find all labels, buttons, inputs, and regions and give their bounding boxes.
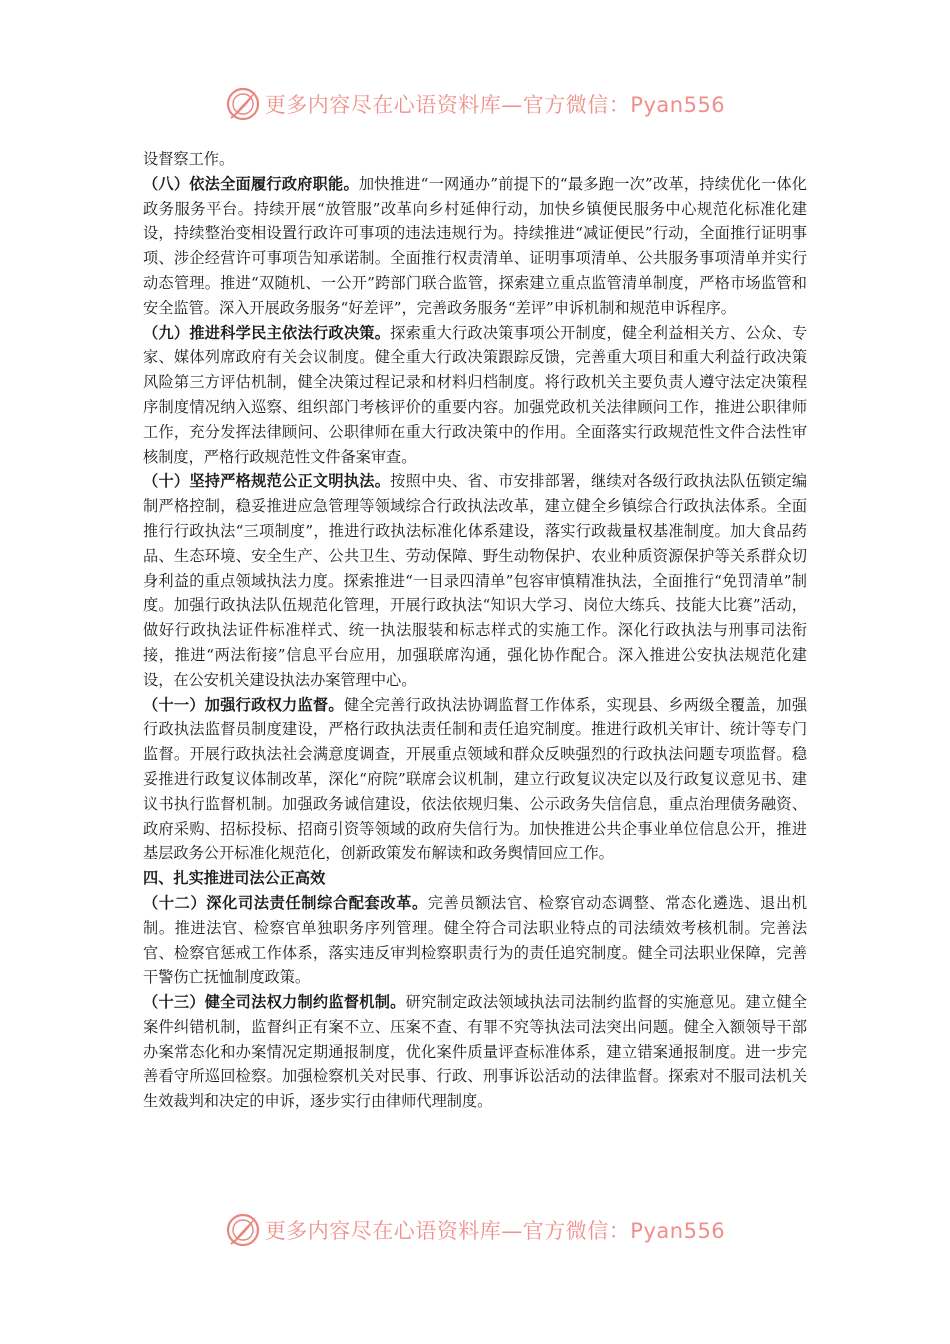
paragraph: （九）推进科学民主依法行政决策。探索重大行政决策事项公开制度，健全利益相关方、公众、专家、媒体列席政府有关会议制度。健全重大行政决策跟踪反馈，完善重大项目和重大利益行政决策风险第三方评估机制，健全决策过程记录和材料归档制度。将行政机关主要负责人遵守法定决策程序制度情况纳入巡察、组织部门考核评价的重要内容。加强党政机关法律顾问工作，推进公职律师工作，充分发挥法律顾问、公职律师在重大行政决策中的作用。全面落实行政规范性文件合法性审核制度，严格行政规范性文件备案审查。: [143, 323, 808, 466]
watermark-text: 更多内容尽在心语资料库—官方微信：Pyan556: [264, 93, 726, 117]
quill-logo-icon: [225, 86, 261, 122]
quill-logo-icon: [225, 1212, 261, 1248]
watermark-text: 更多内容尽在心语资料库—官方微信：Pyan556: [264, 1219, 726, 1243]
paragraph-lead: （八）依法全面履行政府职能。: [143, 174, 359, 193]
paragraph-lead: （十）坚持严格规范公正文明执法。: [143, 472, 391, 491]
paragraph: （八）依法全面履行政府职能。加快推进“一网通办”前提下的“最多跑一次”改革，持续优化一体化政务服务平台。持续开展“放管服”改革向乡村延伸行动，加快乡镇便民服务中心规范化标准化建设，持续整治变相设置行政许可事项的违法违规行为。持续推进“减证便民”行动，全面推行证明事项、涉企经营许可事项告知承诺制。全面推行权责清单、证明事项清单、公共服务事项清单并实行动态管理。推进“双随机、一公开”跨部门联合监管，探索建立重点监管清单制度，严格市场监管和安全监管。深入开展政务服务“好差评”，完善政务服务“差评”申诉机制和规范申诉程序。: [143, 174, 807, 317]
section-heading: 四、扎实推进司法公正高效: [143, 869, 326, 888]
paragraph-lead: （九）推进科学民主依法行政决策。: [143, 323, 391, 342]
paragraph-lead: （十一）加强行政权力监督。: [143, 695, 344, 714]
paragraph: 设督察工作。: [143, 150, 235, 168]
paragraph-lead: （十三）健全司法权力制约监督机制。: [143, 993, 406, 1012]
document-body: [143, 147, 807, 1114]
paragraph-lead: （十二）深化司法责任制综合配套改革。: [143, 893, 428, 912]
watermark-banner-bottom: [0, 1210, 950, 1250]
paragraph: （十三）健全司法权力制约监督机制。研究制定政法领域执法司法制约监督的实施意见。建立健全案件纠错机制，监督纠正有案不立、压案不查、有罪不究等执法司法突出问题。健全入额领导干部办案常态化和办案情况定期通报制度，优化案件质量评查标准体系，建立错案通报制度。进一步完善看守所巡回检察。加强检察机关对民事、行政、刑事诉讼活动的法律监督。探索对不服司法机关生效裁判和决定的申诉，逐步实行由律师代理制度。: [143, 993, 808, 1111]
watermark-banner-top: [0, 84, 950, 124]
paragraph: （十）坚持严格规范公正文明执法。按照中央、省、市安排部署，继续对各级行政执法队伍锁定编制严格控制，稳妥推进应急管理等领域综合行政执法改革，建立健全乡镇综合行政执法体系。全面推行行政执法“三项制度”，推进行政执法标准化体系建设，落实行政裁量权基准制度。加大食品药品、生态环境、安全生产、公共卫生、劳动保障、野生动物保护、农业种质资源保护等关系群众切身利益的重点领域执法力度。探索推进“一目录四清单”包容审慎精准执法，全面推行“免罚清单”制度。加强行政执法队伍规范化管理，开展行政执法“知识大学习、岗位大练兵、技能大比赛”活动，做好行政执法证件标准样式、统一执法服装和标志样式的实施工作。深化行政执法与刑事司法衔接，推进“两法衔接”信息平台应用，加强联席沟通，强化协作配合。深入推进公安执法规范化建设，在公安机关建设执法办案管理中心。: [143, 472, 808, 689]
paragraph: （十二）深化司法责任制综合配套改革。完善员额法官、检察官动态调整、常态化遴选、退出机制。推进法官、检察官单独职务序列管理。健全符合司法职业特点的司法绩效考核机制。完善法官、检察官惩戒工作体系，落实违反审判检察职责行为的责任追究制度。健全司法职业保障，完善干警伤亡抚恤制度政策。: [143, 893, 808, 987]
paragraph: （十一）加强行政权力监督。健全完善行政执法协调监督工作体系，实现县、乡两级全覆盖，加强行政执法监督员制度建设，严格行政执法责任制和责任追究制度。推进行政机关审计、统计等专门监督。开展行政执法社会满意度调查，开展重点领域和群众反映强烈的行政执法问题专项监督。稳妥推进行政复议体制改革，深化“府院”联席会议机制，建立行政复议决定以及行政复议意见书、建议书执行监督机制。加强政务诚信建设，依法依规归集、公示政务失信信息，重点治理债务融资、政府采购、招标投标、招商引资等领域的政府失信行为。加快推进公共企事业单位信息公开，推进基层政务公开标准化规范化，创新政策发布解读和政务舆情回应工作。: [143, 695, 808, 863]
